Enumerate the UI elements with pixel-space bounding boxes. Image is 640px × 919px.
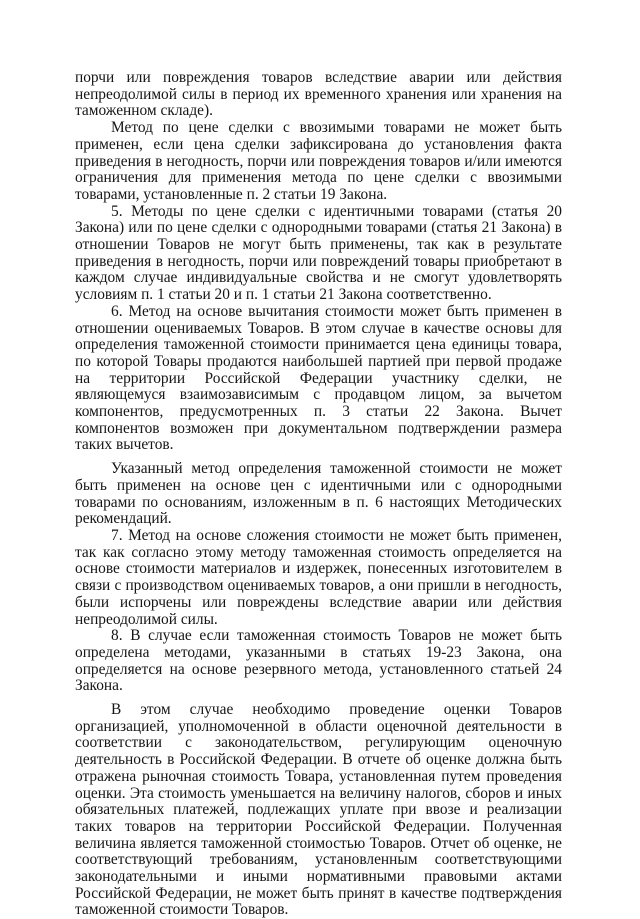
paragraph-item-5: 5. Методы по цене сделки с идентичными товарами (статья 20 Закона) или по цене сделки с однородными товарами (статья 21 Закона) в отношении Товаров не могут быть применены, так как в результате приведения в негодность, порчи или повреждений товары приобретают в каждом случае индивидуальные свойства и не смогут удовлетворять условиям п. 1 статьи 20 и п. 1 статьи 21 Закона соответственно. [75, 202, 562, 304]
paragraph-continuation: порчи или повреждения товаров вследствие аварии или действия непреодолимой силы в период их временного хранения или хранения на таможенном складе). [75, 69, 562, 120]
paragraph-appraisal: В этом случае необходимо проведение оценки Товаров организацией, уполномоченной в области оценочной деятельности в соответствии с законодательством, регулирующим оценочную деятельность в Российской Федерации. В отчете об оценке должна быть отражена рыночная стоимость Товара, установленная путем проведения оценки. Эта стоимость уменьшается на величину налогов, сборов и иных обязательных платежей, подлежащих уплате при ввозе и реализации таких товаров на территории Российской Федерации. Полученная величина является таможенной стоимостью Товаров. Отчет об оценке, не соответствующий требованиям, установленным соответствующими законодательными и иными нормативными правовыми актами Российской Федерации, не может быть принят в качестве подтверждения таможенной стоимости Товаров. [75, 701, 562, 919]
paragraph-item-8: 8. В случае если таможенная стоимость Товаров не может быть определена методами, указанными в статьях 19-23 Закона, она определяется на основе резервного метода, установленного статьей 24 Закона. [75, 627, 562, 695]
paragraph-item-6: 6. Метод на основе вычитания стоимости может быть применен в отношении оцениваемых Товаров. В этом случае в качестве основы для определения таможенной стоимости принимается цена единицы товара, по которой Товары продаются наибольшей партией при первой продаже на территории Российской Федерации участнику сделки, не являющемуся взаимозависимым с продавцом лицом, за вычетом компонентов, предусмотренных п. 3 статьи 22 Закона. Вычет компонентов возможен при документальном подтверждении размера таких вычетов. [75, 302, 562, 454]
paragraph-deduction-method-note: Указанный метод определения таможенной стоимости не может быть применен на основе цен с идентичными или с однородными товарами по основаниям, изложенным в п. 6 настоящих Методических рекомендаций. [75, 460, 562, 528]
paragraph-transaction-value-method: Метод по цене сделки с ввозимыми товарами не может быть применен, если цена сделки зафиксирована до установления факта приведения в негодность, порчи или повреждения товаров и/или имеются ограничения для применения метода по цене сделки с ввозимыми товарами, установленные п. 2 статьи 19 Закона. [75, 119, 562, 203]
document-body [75, 70, 562, 919]
paragraph-item-7: 7. Метод на основе сложения стоимости не может быть применен, так как согласно этому методу таможенная стоимость определяется на основе стоимости материалов и издержек, понесенных изготовителем в связи с производством оцениваемых товаров, а они пришли в негодность, были испорчены или повреждены вследствие аварии или действия непреодолимой силы. [75, 526, 562, 628]
